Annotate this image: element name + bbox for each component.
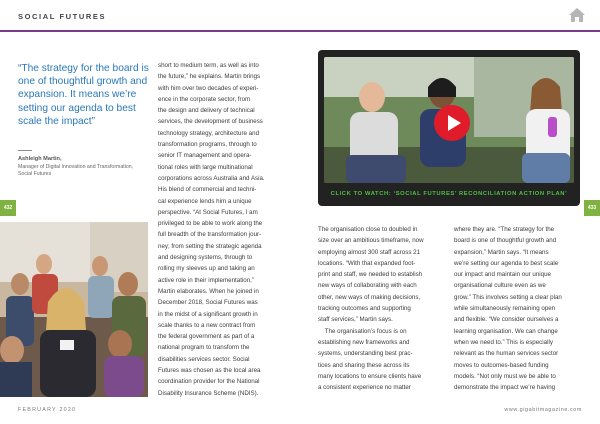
text-line: demonstrate the impact we’re having [454, 384, 556, 392]
text-line: ence in the corporate sector, from [158, 95, 251, 103]
home-icon[interactable] [568, 7, 586, 23]
page-number-left: 432 [0, 200, 16, 216]
text-line: active role in their implementation,” [158, 276, 254, 284]
header-divider [0, 30, 600, 32]
video-caption-link[interactable]: CLICK TO WATCH: ‘SOCIAL FUTURES’ RECONCILIATION ACTION PLAN’ [330, 191, 568, 197]
text-line: the future,” he explains. Martin brings [158, 73, 261, 81]
text-line: transformation programs, through to [158, 141, 257, 149]
text-line: and designing systems, through to [158, 254, 253, 262]
text-line: learning organisation. We can change [454, 327, 558, 335]
text-line: The organisation close to doubled in [318, 226, 418, 233]
text-line: our impact and maintain our unique [454, 271, 551, 279]
text-line: coordination provider for the National [158, 378, 260, 386]
text-line: national program to transform the [158, 344, 250, 352]
text-line: size over an ambitious timeframe, now [318, 237, 424, 245]
text-line: expansion,” Martin says. “It means [454, 248, 549, 256]
article-column-1 [158, 60, 304, 399]
text-line: models. “Not only must we be able to [454, 372, 556, 380]
text-line: grow.” This involves setting a clear plan [454, 293, 562, 301]
text-line: the design and delivery of technical [158, 107, 255, 115]
staff-photo [0, 222, 148, 397]
text-line: perspective. “At Social Futures, I am [158, 208, 258, 216]
text-line: His blend of commercial and techni- [158, 186, 257, 194]
text-line: ney; from setting the strategic agenda [158, 242, 262, 250]
text-line: corporations across Australia and Asia. [158, 174, 265, 182]
text-line: tional roles with large multinational [158, 163, 253, 171]
text-line: rolling my sleeves up and taking an [158, 265, 255, 273]
text-line: print and staff, we needed to establish [318, 271, 423, 279]
text-line: when we need to.” This is especially [454, 338, 553, 346]
text-line: employing almost 300 staff across 21 [318, 248, 421, 256]
text-line: board is one of thoughtful growth and [454, 237, 557, 245]
text-line: with him over two decades of experi- [158, 84, 259, 92]
pull-quote: “The strategy for the board is one of thoughtful growth and expansion. It means we’re setting our agenda to best scale the impact” [18, 63, 149, 127]
text-line: new ways of collaborating with each [318, 282, 417, 290]
text-line: Martin elaborates. When he joined in [158, 287, 259, 295]
play-button[interactable] [434, 105, 470, 141]
section-label: SOCIAL FUTURES [18, 12, 107, 21]
text-line: Disability Insurance Scheme (NDIS). [158, 389, 259, 397]
text-line: tices and sharing these across its [318, 361, 410, 369]
text-line: moves to outcomes-based funding [454, 361, 549, 369]
website-link[interactable]: www.gigabitmagazine.com [504, 407, 582, 413]
video-player[interactable] [318, 50, 580, 206]
text-line: disabilities services sector. Social [158, 355, 250, 363]
text-line: locations. “With that expanded foot- [318, 259, 416, 267]
issue-date: FEBRUARY 2020 [18, 407, 77, 413]
article-column-3 [454, 224, 584, 393]
text-line: Futures was chosen as the local area [158, 367, 261, 375]
play-icon [448, 115, 461, 131]
text-line: and flexible. “We consider ourselves a [454, 316, 559, 324]
text-line: cal experience lends him a unique [158, 197, 252, 205]
text-line: services, the development of business [158, 118, 263, 126]
article-column-2 [318, 224, 446, 393]
text-line: where they are. “The strategy for the [454, 226, 555, 233]
text-line: The organisation’s focus is on [318, 327, 407, 335]
text-line: senior IT management and opera- [158, 152, 252, 160]
text-line: scale thanks to a new contract from [158, 321, 256, 329]
text-line: we’re setting our agenda to best scale [454, 259, 559, 267]
video-thumbnail[interactable] [324, 57, 574, 183]
quote-divider [18, 150, 32, 151]
text-line: technology strategy, architecture and [158, 129, 260, 137]
text-line: a consistent experience no matter [318, 384, 411, 392]
text-line: other, new ways of making decisions, [318, 293, 421, 301]
text-line: staff services,” Martin says. [318, 316, 393, 324]
text-line: the federal government as part of a [158, 333, 255, 341]
text-line: establishing new frameworks and [318, 338, 410, 346]
text-line: systems, understanding best prac- [318, 350, 413, 358]
quote-attribution-name: Ashleigh Martin, [18, 156, 62, 162]
text-line: relevant as the human services sector [454, 350, 559, 358]
text-line: many locations to ensure clients have [318, 372, 422, 380]
text-line: while simultaneously remaining open [454, 305, 556, 313]
text-line: organisational culture even as we [454, 282, 546, 290]
text-line: full breadth of the transformation jour- [158, 231, 262, 239]
page-number-right: 433 [584, 200, 600, 216]
text-line: privileged to be able to work along the [158, 220, 263, 228]
text-line: tracking outcomes and supporting [318, 305, 411, 313]
text-line: December 2018, Social Futures was [158, 299, 258, 307]
quote-attribution-title: Manager of Digital Innovation and Transformation, Social Futures [18, 164, 134, 178]
text-line: short to medium term, as well as into [158, 62, 259, 69]
text-line: in the midst of a significant growth in [158, 310, 258, 318]
